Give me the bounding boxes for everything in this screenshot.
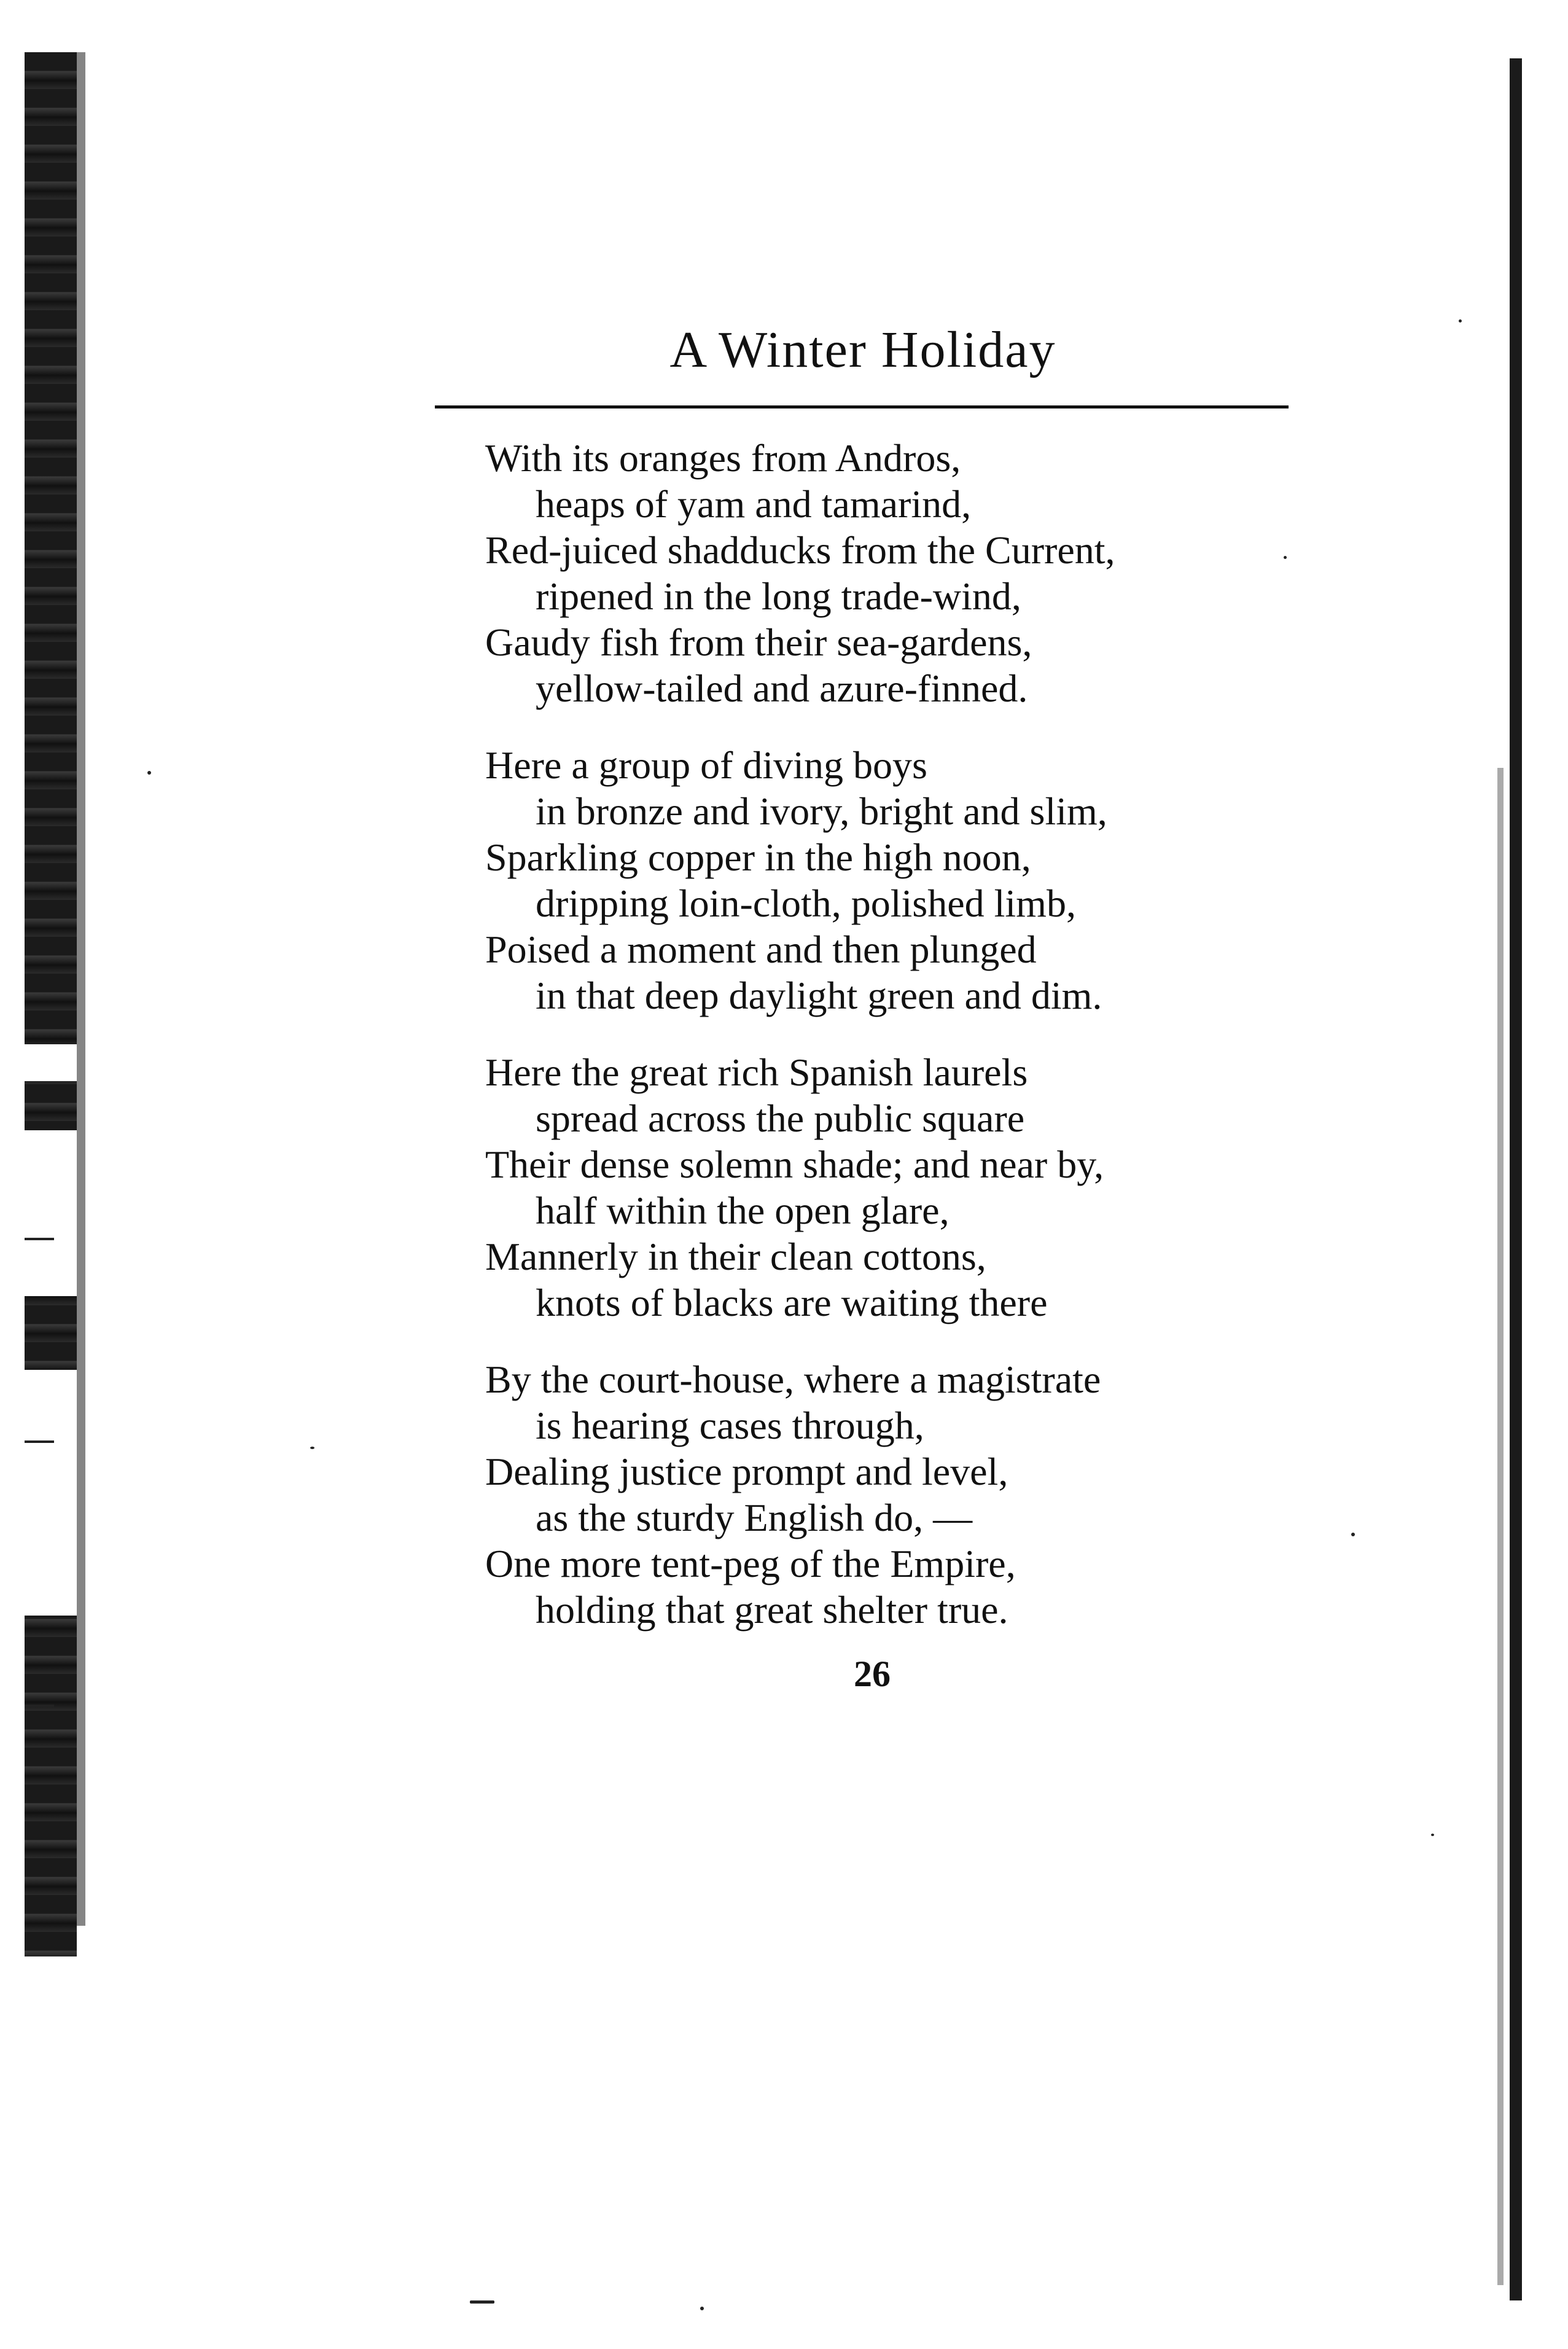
poem-line: Red-juiced shadducks from the Current, bbox=[485, 528, 1115, 572]
binding-shadow bbox=[77, 52, 85, 1926]
binding-gap bbox=[25, 1370, 77, 1616]
poem-line: By the court-house, where a magistrate bbox=[485, 1358, 1101, 1401]
scan-speck bbox=[147, 771, 151, 775]
binding-gap bbox=[25, 1130, 77, 1296]
poem-line: dripping loin-cloth, polished limb, bbox=[536, 881, 1076, 925]
poem-line: half within the open glare, bbox=[536, 1189, 950, 1232]
page-title: A Winter Holiday bbox=[669, 321, 1056, 378]
binding-gap bbox=[25, 1044, 77, 1081]
poem-line: heaps of yam and tamarind, bbox=[536, 482, 972, 526]
page-edge-right bbox=[1510, 58, 1522, 2300]
binding-edge-left bbox=[25, 52, 77, 1956]
poem-line: spread across the public square bbox=[536, 1096, 1025, 1140]
poem-line: is hearing cases through, bbox=[536, 1404, 924, 1447]
scan-speck bbox=[470, 2300, 494, 2304]
scan-speck bbox=[1459, 319, 1462, 322]
poem-line: in bronze and ivory, bright and slim, bbox=[536, 789, 1107, 833]
stanza bbox=[485, 435, 1339, 711]
poem-line: One more tent-peg of the Empire, bbox=[485, 1542, 1016, 1585]
poem-line: Here the great rich Spanish laurels bbox=[485, 1050, 1028, 1094]
stanza bbox=[485, 1049, 1339, 1326]
poem-line: as the sturdy English do, — bbox=[536, 1496, 973, 1539]
poem-body bbox=[485, 435, 1339, 1663]
page-edge-shadow bbox=[1497, 768, 1504, 2285]
scan-speck bbox=[310, 1447, 314, 1449]
poem-line: ripened in the long trade-wind, bbox=[536, 574, 1021, 618]
poem-line: Poised a moment and then plunged bbox=[485, 928, 1037, 971]
poem-line: in that deep daylight green and dim. bbox=[536, 974, 1102, 1017]
poem-line: Gaudy fish from their sea-gardens, bbox=[485, 620, 1032, 664]
margin-tick bbox=[25, 1238, 54, 1240]
poem-line: With its oranges from Andros, bbox=[485, 436, 961, 480]
stanza bbox=[485, 742, 1339, 1018]
page-number: 26 bbox=[854, 1654, 891, 1694]
scan-speck bbox=[1351, 1533, 1355, 1536]
poem-line: knots of blacks are waiting there bbox=[536, 1281, 1048, 1324]
poem-line: Dealing justice prompt and level, bbox=[485, 1450, 1008, 1493]
margin-tick bbox=[25, 1705, 54, 1707]
poem-line: yellow-tailed and azure-finned. bbox=[536, 666, 1028, 710]
poem-line: Mannerly in their clean cottons, bbox=[485, 1235, 986, 1278]
stanza bbox=[485, 1356, 1339, 1633]
scan-speck bbox=[700, 2307, 704, 2310]
scan-speck bbox=[1431, 1834, 1434, 1836]
poem-line: Sparkling copper in the high noon, bbox=[485, 835, 1031, 879]
title-rule bbox=[435, 405, 1289, 408]
poem-line: holding that great shelter true. bbox=[536, 1588, 1008, 1632]
margin-tick bbox=[25, 1440, 54, 1443]
poem-line: Their dense solemn shade; and near by, bbox=[485, 1143, 1104, 1186]
poem-line: Here a group of diving boys bbox=[485, 743, 927, 787]
